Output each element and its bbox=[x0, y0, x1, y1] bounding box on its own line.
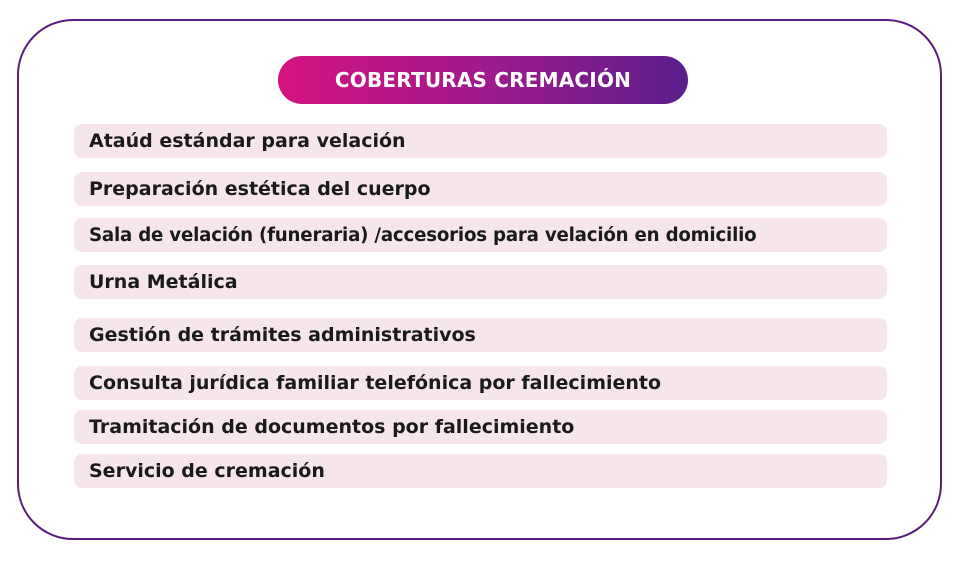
list-item-label: Urna Metálica bbox=[89, 271, 238, 293]
list-item bbox=[74, 318, 887, 352]
list-item bbox=[74, 366, 887, 400]
list-item bbox=[74, 218, 887, 252]
list-item-label: Gestión de trámites administrativos bbox=[89, 324, 476, 346]
list-item-label: Sala de velación (funeraria) /accesorios para velación en domicilio bbox=[89, 224, 757, 246]
list-item-label: Tramitación de documentos por fallecimiento bbox=[89, 416, 575, 438]
title-badge bbox=[278, 56, 688, 104]
list-item-label: Consulta jurídica familiar telefónica por fallecimiento bbox=[89, 372, 662, 394]
list-item-label: Ataúd estándar para velación bbox=[89, 130, 406, 152]
list-item bbox=[74, 454, 887, 488]
list-item-label: Preparación estética del cuerpo bbox=[89, 178, 431, 200]
page-title: COBERTURAS CREMACIÓN bbox=[334, 68, 632, 92]
list-item bbox=[74, 265, 887, 299]
list-item bbox=[74, 172, 887, 206]
list-item bbox=[74, 124, 887, 158]
list-item bbox=[74, 410, 887, 444]
list-item-label: Servicio de cremación bbox=[89, 460, 325, 482]
